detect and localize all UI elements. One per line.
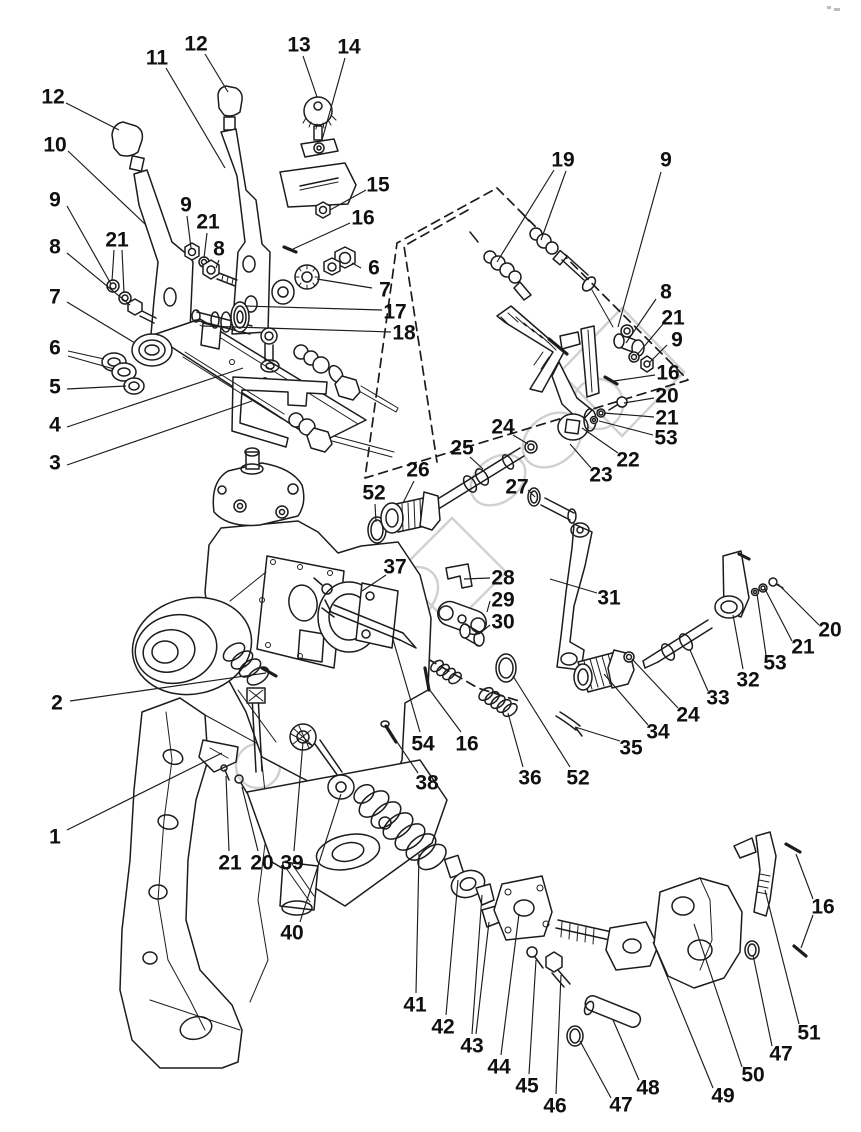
leader-line-29 bbox=[487, 601, 490, 612]
bracket-50 bbox=[654, 878, 742, 988]
leader-line-10 bbox=[68, 151, 146, 225]
callout-16-53: 16 bbox=[455, 732, 479, 756]
leader-line-9 bbox=[187, 216, 191, 248]
callout-20-60: 20 bbox=[250, 851, 274, 875]
callout-12-0: 12 bbox=[184, 32, 208, 56]
mounting-bracket bbox=[120, 698, 268, 1068]
callout-32-47: 32 bbox=[736, 668, 760, 692]
callout-8-7: 8 bbox=[49, 235, 61, 259]
lever-31 bbox=[557, 524, 592, 670]
callout-21-8: 21 bbox=[105, 228, 129, 252]
callout-17-21: 17 bbox=[383, 300, 407, 324]
leader-line-21 bbox=[226, 776, 229, 851]
leader-line-21 bbox=[604, 413, 654, 417]
clip-35 bbox=[556, 712, 582, 736]
callout-50-72: 50 bbox=[741, 1063, 765, 1087]
callout-6-19: 6 bbox=[368, 256, 380, 280]
callout-52-56: 52 bbox=[566, 766, 590, 790]
leader-line-33 bbox=[690, 650, 708, 691]
callout-21-15: 21 bbox=[196, 210, 220, 234]
bolt-8-left bbox=[128, 299, 142, 315]
callout-44-66: 44 bbox=[487, 1055, 511, 1079]
governor-lever-cluster bbox=[552, 325, 653, 440]
oring-24 bbox=[624, 652, 634, 662]
right-linkage bbox=[556, 551, 783, 736]
callout-39-61: 39 bbox=[280, 851, 304, 875]
leader-line-47 bbox=[580, 1041, 611, 1098]
clamp-plate-14 bbox=[301, 139, 338, 157]
callout-54-52: 54 bbox=[411, 732, 435, 756]
screw-20 bbox=[617, 397, 627, 407]
leader-line-9 bbox=[618, 172, 661, 327]
bushing-7 bbox=[132, 334, 172, 366]
ring-5 bbox=[124, 378, 144, 394]
knob-12-right bbox=[218, 86, 242, 116]
callout-27-38: 27 bbox=[505, 475, 529, 499]
callout-42-64: 42 bbox=[431, 1015, 455, 1039]
callout-40-62: 40 bbox=[280, 921, 304, 945]
callout-48-70: 48 bbox=[636, 1076, 660, 1100]
leader-line-52 bbox=[513, 676, 570, 767]
leader-line-12 bbox=[205, 54, 228, 92]
callout-21-26: 21 bbox=[661, 306, 685, 330]
callout-47-69: 47 bbox=[609, 1093, 633, 1117]
callout-52-37: 52 bbox=[362, 481, 386, 505]
callout-45-67: 45 bbox=[515, 1074, 539, 1098]
leader-line-43 bbox=[472, 895, 482, 1034]
leader-line-23 bbox=[570, 444, 591, 468]
leader-line-21 bbox=[122, 250, 124, 293]
callout-36-55: 36 bbox=[518, 766, 542, 790]
leader-line-16 bbox=[796, 854, 813, 899]
bolt-8-mid bbox=[203, 260, 219, 279]
callout-4-12: 4 bbox=[49, 413, 61, 437]
callout-28-40: 28 bbox=[491, 566, 515, 590]
leader-line-19 bbox=[541, 171, 566, 240]
callout-34-50: 34 bbox=[646, 720, 670, 744]
callout-16-28: 16 bbox=[656, 361, 680, 385]
callout-10-5: 10 bbox=[43, 133, 67, 157]
callout-33-48: 33 bbox=[706, 686, 730, 710]
callout-16-75: 16 bbox=[811, 895, 835, 919]
leader-line-21 bbox=[112, 250, 114, 281]
callout-9-6: 9 bbox=[49, 188, 61, 212]
callout-19-23: 19 bbox=[551, 148, 575, 172]
callout-2-57: 2 bbox=[51, 691, 63, 715]
callout-53-46: 53 bbox=[763, 651, 787, 675]
callout-51-74: 51 bbox=[797, 1021, 821, 1045]
leader-line-21 bbox=[204, 233, 207, 258]
callout-29-41: 29 bbox=[491, 588, 515, 612]
leader-line-21 bbox=[765, 589, 792, 641]
callout-18-22: 18 bbox=[392, 321, 416, 345]
leader-line-5 bbox=[67, 386, 126, 389]
leader-line-48 bbox=[613, 1020, 639, 1080]
leader-line-16 bbox=[429, 689, 461, 732]
callout-25-35: 25 bbox=[450, 436, 474, 460]
leader-line-7 bbox=[67, 302, 135, 343]
callout-21-59: 21 bbox=[218, 851, 242, 875]
leader-line-16 bbox=[614, 375, 655, 381]
leader-line-53 bbox=[757, 594, 766, 655]
leader-line-7 bbox=[317, 279, 372, 288]
callout-46-68: 46 bbox=[543, 1094, 567, 1118]
callout-8-25: 8 bbox=[660, 280, 672, 304]
leader-line-6 bbox=[352, 263, 361, 268]
cable-ends-19 bbox=[470, 212, 613, 327]
screw-20 bbox=[769, 578, 777, 586]
callout-16-18: 16 bbox=[351, 206, 375, 230]
corner-artifact bbox=[827, 6, 840, 11]
callout-21-30: 21 bbox=[655, 406, 679, 430]
callout-5-11: 5 bbox=[49, 375, 61, 399]
leader-line-11 bbox=[166, 68, 225, 168]
callout-24-49: 24 bbox=[676, 703, 700, 727]
leader-line-32 bbox=[733, 615, 743, 669]
callout-41-63: 41 bbox=[403, 993, 427, 1017]
cover-plate-15 bbox=[280, 163, 356, 207]
callout-13-2: 13 bbox=[287, 33, 311, 57]
leader-line-16 bbox=[293, 223, 350, 249]
callout-37-39: 37 bbox=[383, 555, 407, 579]
callout-35-51: 35 bbox=[619, 736, 643, 760]
leader-line-47 bbox=[753, 955, 772, 1046]
fitting-26 bbox=[381, 503, 403, 533]
shaft-head-49 bbox=[606, 922, 658, 970]
callout-22-32: 22 bbox=[616, 448, 640, 472]
screw-45 bbox=[527, 947, 537, 957]
callout-47-73: 47 bbox=[769, 1042, 793, 1066]
knob-12-left bbox=[112, 122, 142, 156]
callout-26-36: 26 bbox=[406, 458, 430, 482]
pin-16 bbox=[786, 844, 800, 852]
leader-line-35 bbox=[575, 727, 620, 741]
callout-12-4: 12 bbox=[41, 85, 65, 109]
callout-6-10: 6 bbox=[49, 336, 61, 360]
clip-43 bbox=[476, 884, 494, 905]
leader-line-46 bbox=[556, 975, 561, 1094]
leader-line-20 bbox=[778, 584, 819, 625]
washer-17 bbox=[272, 280, 294, 304]
leader-line-4 bbox=[67, 368, 243, 427]
callout-11-1: 11 bbox=[145, 46, 169, 70]
leader-line-43 bbox=[476, 922, 489, 1034]
bolt-46 bbox=[546, 952, 562, 972]
leader-line-36 bbox=[508, 713, 523, 767]
leader-line-42 bbox=[446, 880, 458, 1015]
callout-9-14: 9 bbox=[180, 193, 192, 217]
callout-14-3: 14 bbox=[337, 35, 361, 59]
leader-line-12 bbox=[66, 103, 119, 130]
callout-49-71: 49 bbox=[711, 1084, 735, 1108]
bracket-28 bbox=[446, 564, 472, 588]
callout-9-27: 9 bbox=[671, 328, 683, 352]
leader-line-13 bbox=[303, 56, 317, 97]
support-plate-assembly bbox=[153, 319, 398, 457]
callout-31-43: 31 bbox=[597, 586, 621, 610]
leader-line-51 bbox=[765, 890, 799, 1024]
callout-43-65: 43 bbox=[460, 1034, 484, 1058]
leader-line-41 bbox=[416, 854, 419, 993]
pin-16 bbox=[284, 247, 296, 252]
leader-line-3 bbox=[67, 401, 252, 465]
lever-51 bbox=[754, 832, 776, 916]
callout-7-20: 7 bbox=[379, 278, 391, 302]
cover-44 bbox=[494, 876, 552, 940]
callout-20-44: 20 bbox=[818, 618, 842, 642]
callout-38-54: 38 bbox=[415, 771, 439, 795]
callout-20-29: 20 bbox=[655, 384, 679, 408]
callout-1-58: 1 bbox=[49, 825, 61, 849]
callout-3-13: 3 bbox=[49, 451, 61, 475]
leader-line-45 bbox=[529, 960, 536, 1074]
nut-9 bbox=[185, 243, 199, 260]
callout-21-45: 21 bbox=[791, 635, 815, 659]
callout-53-31: 53 bbox=[654, 426, 678, 450]
callout-15-17: 15 bbox=[366, 173, 390, 197]
nut-9 bbox=[641, 356, 653, 372]
shutoff-cluster bbox=[445, 832, 806, 1046]
callout-30-42: 30 bbox=[491, 610, 515, 634]
leader-line-16 bbox=[801, 915, 813, 948]
callout-7-9: 7 bbox=[49, 285, 61, 309]
callout-9-24: 9 bbox=[660, 148, 672, 172]
callout-24-34: 24 bbox=[491, 415, 515, 439]
callout-23-33: 23 bbox=[589, 463, 613, 487]
callout-8-16: 8 bbox=[213, 237, 225, 261]
leader-line-22 bbox=[582, 428, 618, 453]
pin-16 bbox=[794, 946, 806, 956]
leader-line-24 bbox=[632, 659, 678, 708]
